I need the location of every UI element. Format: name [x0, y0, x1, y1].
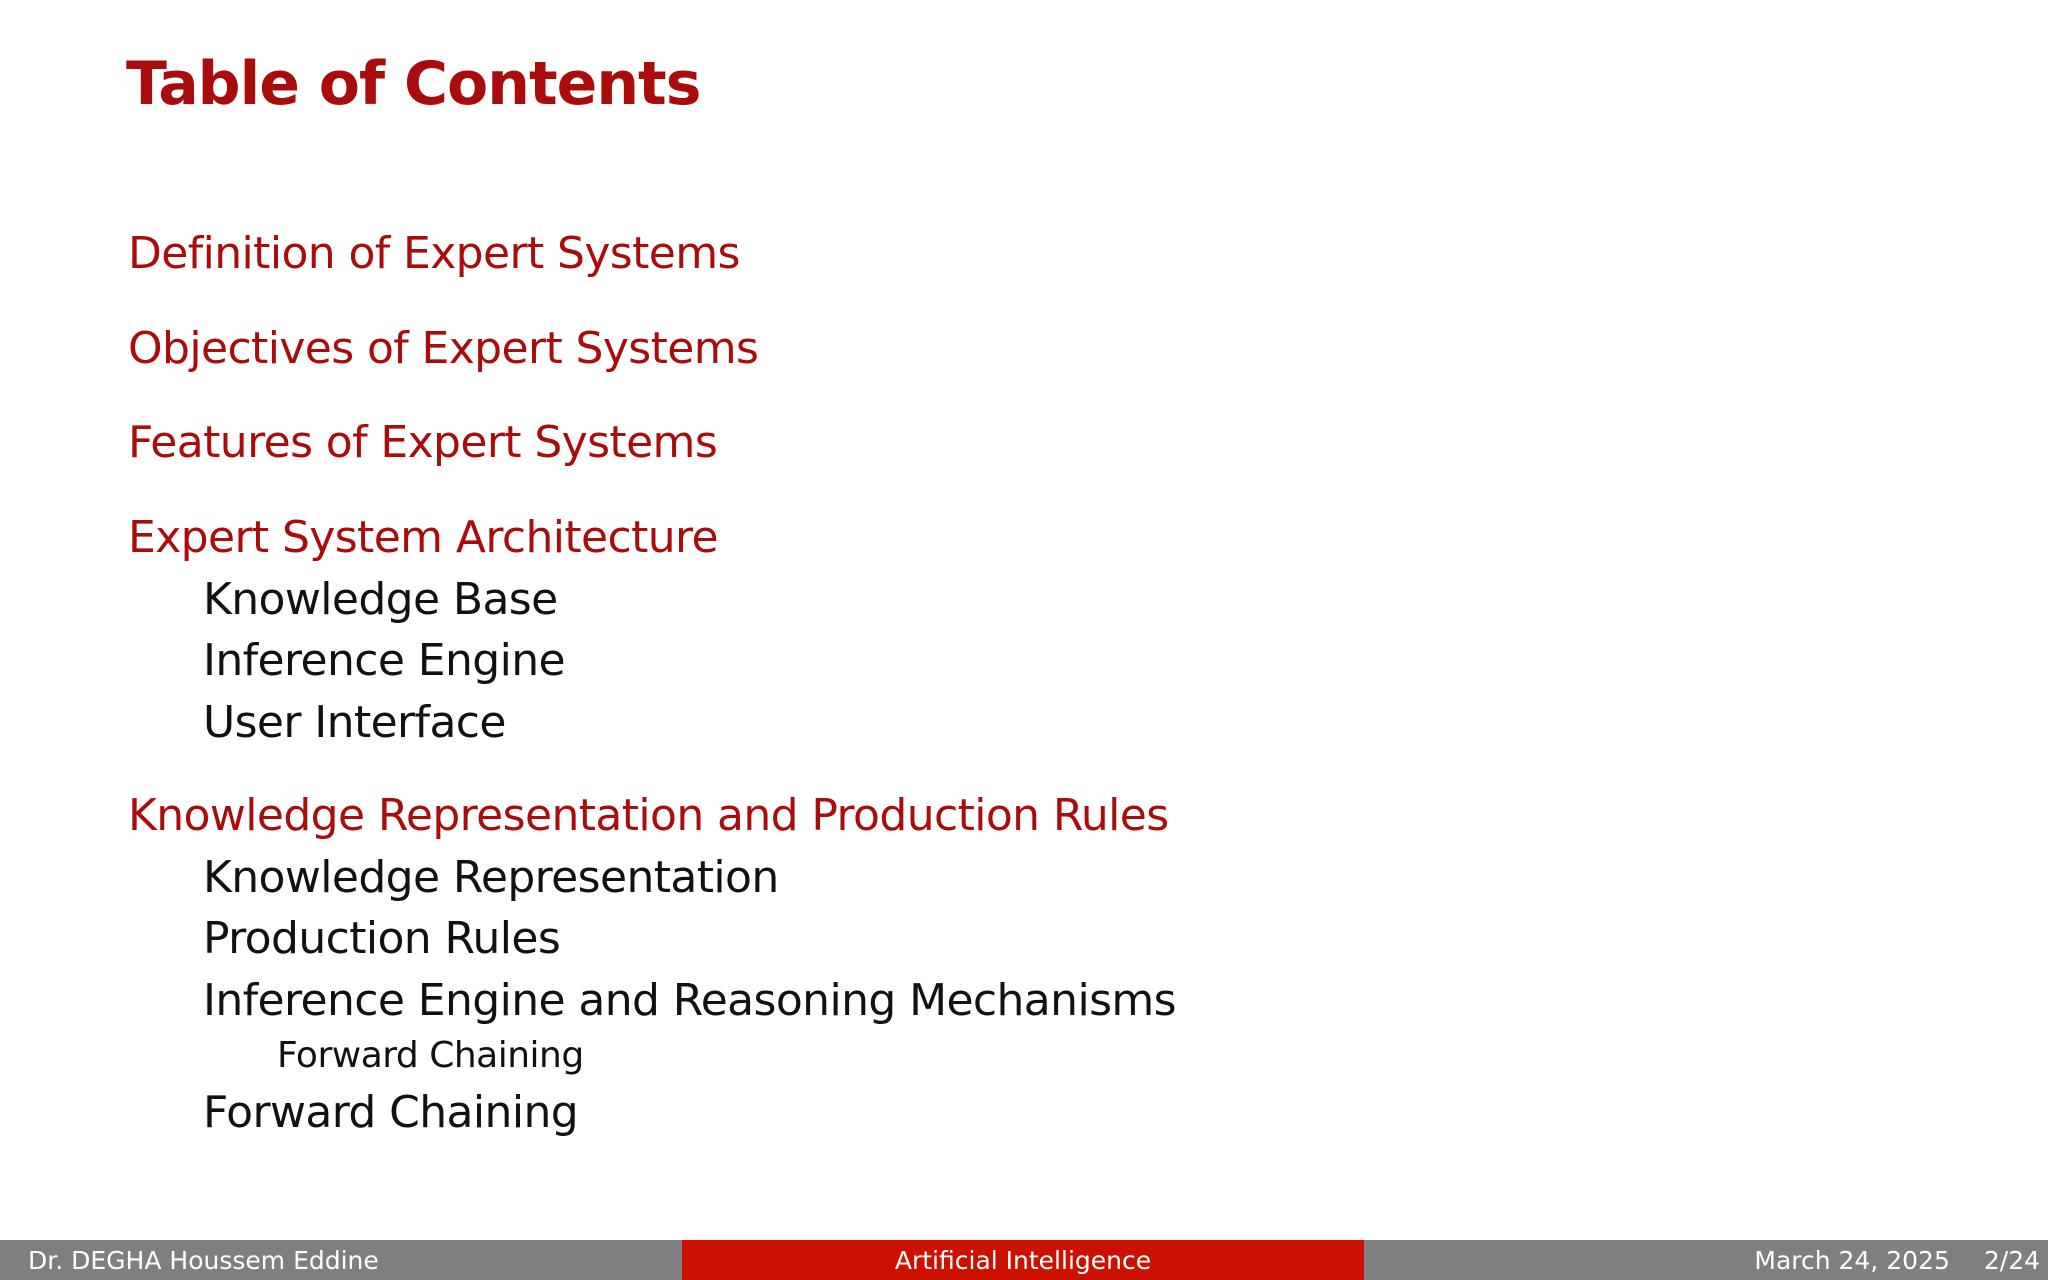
page-title: Table of Contents — [126, 49, 701, 119]
footer-page-number: 2/24 — [1983, 1245, 2040, 1275]
toc-subsection-inference-engine[interactable]: Inference Engine — [203, 635, 565, 686]
footer-course-panel — [682, 1240, 1364, 1280]
toc-subsubsection-forward-chaining[interactable]: Forward Chaining — [277, 1035, 584, 1076]
footer-bar — [0, 1240, 2048, 1280]
toc-section-features[interactable]: Features of Expert Systems — [128, 417, 718, 468]
toc-subsection-knowledge-base[interactable]: Knowledge Base — [203, 574, 558, 625]
toc-subsection-forward-chaining[interactable]: Forward Chaining — [203, 1087, 579, 1138]
toc-subsection-knowledge-representation[interactable]: Knowledge Representation — [203, 852, 779, 903]
toc-section-definition[interactable]: Definition of Expert Systems — [128, 228, 740, 279]
footer-date: March 24, 2025 — [1754, 1245, 1950, 1275]
footer-course-title: Artificial Intelligence — [894, 1245, 1152, 1275]
footer-author-panel — [0, 1240, 682, 1280]
footer-author: Dr. DEGHA Houssem Eddine — [28, 1245, 379, 1275]
toc-subsection-inference-reasoning[interactable]: Inference Engine and Reasoning Mechanisms — [203, 975, 1176, 1026]
toc-subsection-user-interface[interactable]: User Interface — [203, 697, 506, 748]
footer-info-panel — [1364, 1240, 2048, 1280]
toc-section-objectives[interactable]: Objectives of Expert Systems — [128, 323, 759, 374]
toc-section-knowledge-representation[interactable]: Knowledge Representation and Production Rules — [128, 790, 1169, 841]
toc-subsection-production-rules[interactable]: Production Rules — [203, 913, 561, 964]
toc-section-architecture[interactable]: Expert System Architecture — [128, 512, 719, 563]
